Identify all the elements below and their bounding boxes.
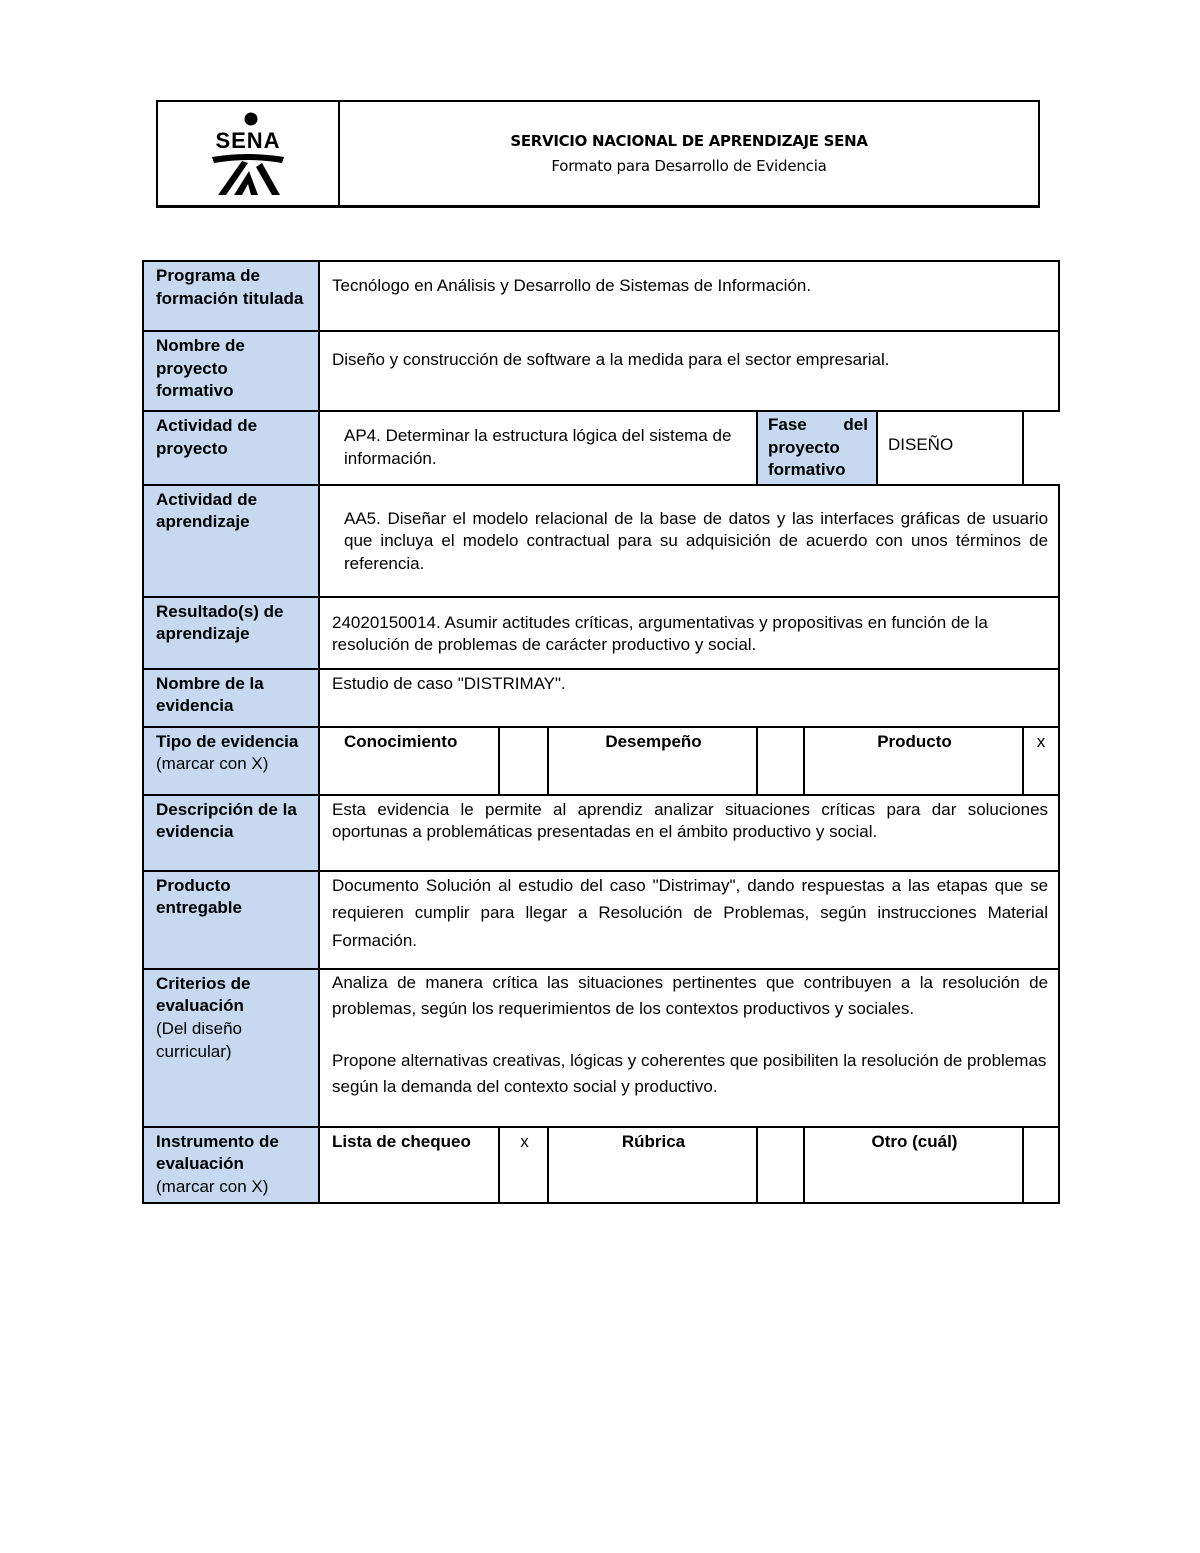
- header-title: SERVICIO NACIONAL DE APRENDIZAJE SENA: [510, 131, 868, 150]
- fase-value: DISEÑO: [878, 412, 1022, 484]
- programa-label: Programa de formación titulada: [143, 261, 319, 331]
- evidencia-value: Estudio de caso "DISTRIMAY".: [319, 669, 1059, 727]
- tipo-opt-desempeno: Desempeño: [548, 727, 757, 795]
- instrumento-note: (marcar con X): [156, 1176, 269, 1196]
- criterios-value-cell: [319, 969, 1059, 1127]
- tipo-mark-desempeno[interactable]: [757, 727, 804, 795]
- row-instrumento: [143, 1127, 1059, 1203]
- criterios-value-2: Propone alternativas creativas, lógicas y coherentes que posibiliten la resolución de problemas según la demanda del contexto social y productivo.: [332, 1050, 1047, 1096]
- evidencia-label: Nombre de la evidencia: [143, 669, 319, 727]
- sena-logo-icon: [202, 111, 294, 197]
- instrumento-mark-otro[interactable]: [1023, 1127, 1059, 1203]
- row-actividad-aprendizaje: [143, 485, 1059, 597]
- descripcion-value: Esta evidencia le permite al aprendiz analizar situaciones críticas para dar soluciones oportunas a problemáticas presentadas en el ámbito productivo y social.: [319, 795, 1059, 871]
- row-evidencia: [143, 669, 1059, 727]
- instrumento-opt-lista: Lista de chequeo: [319, 1127, 499, 1203]
- actividad-aprendizaje-value: AA5. Diseñar el modelo relacional de la base de datos y las interfaces gráficas de usuario que incluya el modelo contractual para su adquisición de acuerdo con unos términos de referencia.: [319, 485, 1059, 597]
- instrumento-label-cell: [143, 1127, 319, 1203]
- row-producto: [143, 871, 1059, 969]
- instrumento-mark-rubrica[interactable]: [757, 1127, 804, 1203]
- criterios-label-cell: [143, 969, 319, 1127]
- tipo-label-cell: [143, 727, 319, 795]
- criterios-value-1: Analiza de manera crítica las situaciones pertinentes que contribuyen a la resolución de problemas, según los requerimientos de los contextos productivos y sociales.: [332, 972, 1049, 1018]
- proyecto-value: Diseño y construcción de software a la medida para el sector empresarial.: [319, 331, 1059, 411]
- producto-value: Documento Solución al estudio del caso "Distrimay", dando respuestas a las etapas que se requieren cumplir para llegar a Resolución de Problemas, según instrucciones Material Formación.: [319, 871, 1059, 969]
- header-subtitle: Formato para Desarrollo de Evidencia: [551, 156, 827, 175]
- actividad-proyecto-value: AP4. Determinar la estructura lógica del sistema de información.: [319, 411, 757, 485]
- row-resultados: [143, 597, 1059, 669]
- fase-cell: [757, 411, 1023, 485]
- evidence-form-table: [142, 260, 1060, 1204]
- proyecto-label: Nombre de proyecto formativo: [143, 331, 319, 411]
- instrumento-label: Instrumento de evaluación: [156, 1131, 279, 1174]
- header-text: [340, 102, 1038, 205]
- resultados-label: Resultado(s) de aprendizaje: [143, 597, 319, 669]
- actividad-proyecto-label: Actividad de proyecto: [143, 411, 319, 485]
- instrumento-mark-lista[interactable]: x: [499, 1127, 548, 1203]
- row-descripcion: [143, 795, 1059, 871]
- tipo-opt-producto: Producto: [804, 727, 1023, 795]
- actividad-aprendizaje-label: Actividad de aprendizaje: [143, 485, 319, 597]
- row-criterios: [143, 969, 1059, 1127]
- tipo-opt-conocimiento: Conocimiento: [319, 727, 499, 795]
- sena-logo: [158, 102, 340, 205]
- fase-label: Fase del proyecto formativo: [758, 412, 878, 484]
- row-actividad-proyecto: [143, 411, 1059, 485]
- descripcion-label: Descripción de la evidencia: [143, 795, 319, 871]
- instrumento-opt-rubrica: Rúbrica: [548, 1127, 757, 1203]
- resultados-value: 24020150014. Asumir actitudes críticas, argumentativas y propositivas en función de la resolución de problemas de carácter productivo y social.: [319, 597, 1059, 669]
- criterios-note: (Del diseño curricular): [156, 1018, 242, 1061]
- producto-label: Producto entregable: [143, 871, 319, 969]
- programa-value: Tecnólogo en Análisis y Desarrollo de Sistemas de Información.: [319, 261, 1059, 331]
- tipo-mark-conocimiento[interactable]: [499, 727, 548, 795]
- tipo-label: Tipo de evidencia: [156, 731, 299, 751]
- row-programa: [143, 261, 1059, 331]
- svg-text:SENA: SENA: [215, 127, 281, 153]
- tipo-mark-producto[interactable]: x: [1023, 727, 1059, 795]
- row-tipo: [143, 727, 1059, 795]
- tipo-note: (marcar con X): [156, 754, 269, 774]
- criterios-label: Criterios de evaluación: [156, 973, 251, 1016]
- row-proyecto: [143, 331, 1059, 411]
- document-header: [156, 100, 1040, 208]
- instrumento-opt-otro: Otro (cuál): [804, 1127, 1023, 1203]
